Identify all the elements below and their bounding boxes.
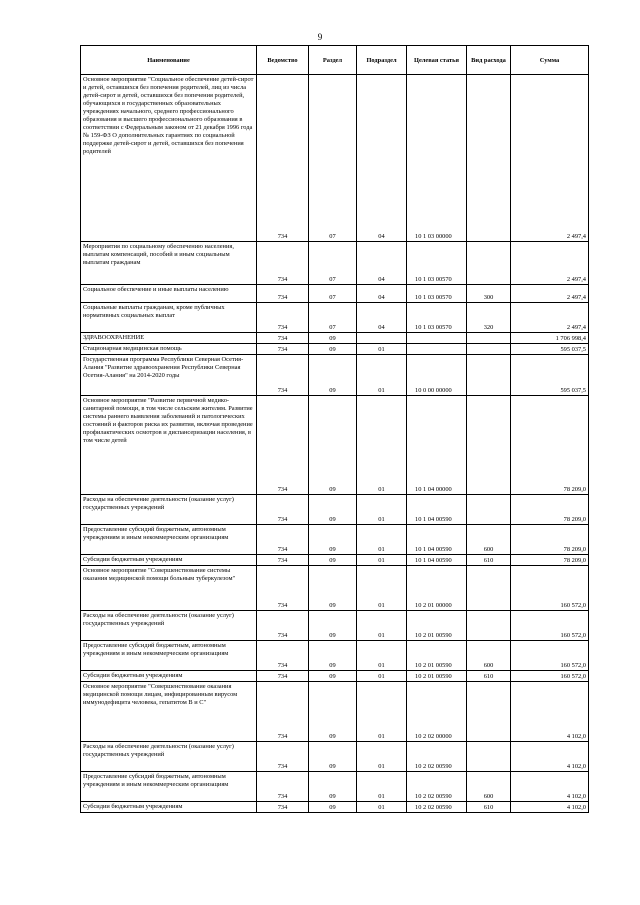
cell-vid-raskhoda: 600 [467,772,511,802]
table-row [81,641,589,671]
row-name-text: Основное мероприятие "Совершенствование системы оказания медицинской помощи больным туберкулезом" [83,567,236,582]
header-podrazdel: Подраздел [357,46,407,75]
cell-vedomstvo: 734 [257,682,309,742]
cell-razdel: 07 [309,303,357,333]
cell-podrazdel: 01 [357,802,407,813]
table-row [81,555,589,566]
cell-name [81,802,257,813]
row-name-text: Мероприятия по социальному обеспечению населения, выплатам компенсаций, пособий и иным социальным выплатам гражданам [83,243,234,266]
cell-podrazdel: 04 [357,303,407,333]
cell-vedomstvo: 734 [257,242,309,285]
row-name-text: Социальное обеспечение и иные выплаты населению [83,286,229,293]
cell-razdel: 09 [309,525,357,555]
cell-tselevaya-statya: 10 2 01 00590 [407,641,467,671]
cell-vid-raskhoda: 610 [467,555,511,566]
row-name-text: Предоставление субсидий бюджетным, автономным учреждениям и иным некоммерческим организациям [83,526,229,541]
cell-name [81,344,257,355]
row-name-text: Основное мероприятие "Социальное обеспечение детей-сирот и детей, оставшихся без попечения родителей, лиц из числа детей-сирот и детей, оставшихся без попечения родителей, обучающихся в государственных образовательных учреждениях начального, среднего профессионального образования и высшего профессионального образования в соответствии с Федеральным законом от 21 декабря 1996 года № 159-ФЗ О дополнительных гарантиях по социальной поддержке детей-сирот и детей, оставшихся без попечения родителей [83,76,254,155]
cell-vedomstvo: 734 [257,802,309,813]
header-name: Наименование [81,46,257,75]
cell-podrazdel: 01 [357,555,407,566]
cell-vedomstvo: 734 [257,344,309,355]
cell-vid-raskhoda [467,75,511,242]
cell-vedomstvo: 734 [257,355,309,396]
cell-podrazdel: 01 [357,396,407,495]
row-name-text: Основное мероприятие "Совершенствование оказания медицинской помощи лицам, инфицированным вирусом иммунодефицита человека, гепатитом В и С" [83,683,238,706]
cell-vedomstvo: 734 [257,611,309,641]
cell-summa: 78 209,0 [511,495,589,525]
cell-podrazdel: 01 [357,742,407,772]
cell-podrazdel: 04 [357,285,407,303]
budget-table [80,45,589,813]
cell-razdel: 09 [309,772,357,802]
cell-podrazdel: 01 [357,495,407,525]
page-number: 9 [317,32,323,42]
table-row [81,242,589,285]
row-name-text: Стационарная медицинская помощь [83,345,182,352]
cell-podrazdel: 01 [357,355,407,396]
row-name-text: Субсидии бюджетным учреждениям [83,803,183,810]
cell-tselevaya-statya: 10 1 03 00570 [407,285,467,303]
cell-name [81,242,257,285]
cell-vid-raskhoda [467,242,511,285]
cell-vedomstvo: 734 [257,75,309,242]
cell-vid-raskhoda [467,344,511,355]
cell-razdel: 09 [309,333,357,344]
cell-vedomstvo: 734 [257,772,309,802]
cell-tselevaya-statya: 10 2 01 00000 [407,566,467,611]
table-row [81,396,589,495]
cell-vid-raskhoda [467,333,511,344]
cell-name [81,333,257,344]
row-name-text: Расходы на обеспечение деятельности (оказание услуг) государственных учреждений [83,612,234,627]
cell-summa: 1 706 998,4 [511,333,589,344]
cell-tselevaya-statya: 10 2 02 00590 [407,802,467,813]
cell-razdel: 09 [309,355,357,396]
cell-podrazdel: 04 [357,75,407,242]
cell-tselevaya-statya: 10 1 04 00590 [407,495,467,525]
cell-summa: 4 102,0 [511,682,589,742]
cell-name [81,75,257,242]
cell-vid-raskhoda [467,682,511,742]
cell-name [81,682,257,742]
cell-razdel: 09 [309,671,357,682]
header-tselevaya-statya: Целевая статья [407,46,467,75]
cell-tselevaya-statya: 10 1 04 00000 [407,396,467,495]
cell-vedomstvo: 734 [257,285,309,303]
cell-tselevaya-statya [407,344,467,355]
table-row [81,671,589,682]
header-vedomstvo: Ведомство [257,46,309,75]
header-vid-raskhoda: Вид расхода [467,46,511,75]
header-summa: Сумма [511,46,589,75]
cell-name [81,671,257,682]
cell-razdel: 07 [309,242,357,285]
cell-razdel: 09 [309,344,357,355]
cell-name [81,525,257,555]
cell-razdel: 09 [309,396,357,495]
cell-podrazdel [357,333,407,344]
cell-vedomstvo: 734 [257,641,309,671]
cell-tselevaya-statya [407,333,467,344]
table-row [81,285,589,303]
cell-summa: 2 497,4 [511,242,589,285]
cell-summa: 160 572,0 [511,611,589,641]
cell-vedomstvo: 734 [257,525,309,555]
cell-name [81,303,257,333]
cell-razdel: 09 [309,495,357,525]
row-name-text: Субсидии бюджетным учреждениям [83,556,183,563]
table-body [81,75,589,813]
cell-podrazdel: 01 [357,641,407,671]
table-row [81,682,589,742]
cell-tselevaya-statya: 10 2 02 00000 [407,682,467,742]
cell-podrazdel: 04 [357,242,407,285]
cell-summa: 160 572,0 [511,641,589,671]
cell-tselevaya-statya: 10 1 03 00570 [407,303,467,333]
cell-razdel: 09 [309,641,357,671]
row-name-text: Предоставление субсидий бюджетным, автономным учреждениям и иным некоммерческим организациям [83,773,229,788]
table-row [81,772,589,802]
cell-razdel: 09 [309,742,357,772]
cell-razdel: 09 [309,802,357,813]
row-name-text: Социальные выплаты гражданам, кроме публичных нормативных социальных выплат [83,304,225,319]
cell-summa: 160 572,0 [511,671,589,682]
cell-vedomstvo: 734 [257,333,309,344]
table-row [81,303,589,333]
cell-vedomstvo: 734 [257,555,309,566]
cell-name [81,742,257,772]
cell-name [81,772,257,802]
table-row [81,495,589,525]
cell-vid-raskhoda: 610 [467,802,511,813]
cell-podrazdel: 01 [357,682,407,742]
table-row [81,355,589,396]
cell-summa: 160 572,0 [511,566,589,611]
cell-vid-raskhoda: 300 [467,285,511,303]
cell-vedomstvo: 734 [257,303,309,333]
table-header-row [81,46,589,75]
cell-podrazdel: 01 [357,671,407,682]
cell-tselevaya-statya: 10 1 03 00000 [407,75,467,242]
cell-vid-raskhoda [467,566,511,611]
cell-name [81,566,257,611]
cell-name [81,555,257,566]
cell-tselevaya-statya: 10 2 02 00590 [407,742,467,772]
cell-razdel: 09 [309,611,357,641]
cell-vedomstvo: 734 [257,742,309,772]
cell-name [81,396,257,495]
cell-vedomstvo: 734 [257,671,309,682]
table-row [81,333,589,344]
row-name-text: Государственная программа Республики Северная Осетия-Алания "Развитие здравоохранения Республики Северная Осетия-Алания" на 2014-2020 годы [83,356,244,379]
cell-tselevaya-statya: 10 1 03 00570 [407,242,467,285]
cell-vid-raskhoda [467,355,511,396]
cell-vid-raskhoda [467,611,511,641]
row-name-text: ЗДРАВООХРАНЕНИЕ [83,334,145,341]
cell-tselevaya-statya: 10 0 00 00000 [407,355,467,396]
cell-summa: 595 037,5 [511,355,589,396]
row-name-text: Предоставление субсидий бюджетным, автономным учреждениям и иным некоммерческим организациям [83,642,229,657]
cell-summa: 2 497,4 [511,285,589,303]
cell-tselevaya-statya: 10 2 02 00590 [407,772,467,802]
cell-summa: 4 102,0 [511,772,589,802]
cell-podrazdel: 01 [357,611,407,641]
row-name-text: Основное мероприятие "Развитие первичной медико-санитарной помощи, в том числе сельским жителям. Развитие системы раннего выявления заболеваний и патологических состояний и факторов риска их развития, включая проведение профилактических осмотров и диспансеризации населения, в том числе детей [83,397,253,444]
cell-summa: 78 209,0 [511,525,589,555]
cell-tselevaya-statya: 10 2 01 00590 [407,611,467,641]
cell-podrazdel: 01 [357,525,407,555]
cell-summa: 78 209,0 [511,396,589,495]
cell-razdel: 09 [309,682,357,742]
cell-podrazdel: 01 [357,566,407,611]
row-name-text: Расходы на обеспечение деятельности (оказание услуг) государственных учреждений [83,496,234,511]
cell-summa: 4 102,0 [511,802,589,813]
cell-name [81,285,257,303]
cell-vid-raskhoda [467,495,511,525]
header-razdel: Раздел [309,46,357,75]
table-row [81,802,589,813]
cell-tselevaya-statya: 10 1 04 00590 [407,555,467,566]
cell-vid-raskhoda: 600 [467,525,511,555]
cell-podrazdel: 01 [357,772,407,802]
cell-vid-raskhoda: 320 [467,303,511,333]
cell-razdel: 07 [309,285,357,303]
table-row [81,611,589,641]
table-row [81,566,589,611]
cell-vid-raskhoda: 610 [467,671,511,682]
cell-vedomstvo: 734 [257,566,309,611]
cell-razdel: 07 [309,75,357,242]
table-row [81,344,589,355]
cell-name [81,611,257,641]
table-row [81,75,589,242]
cell-podrazdel: 01 [357,344,407,355]
cell-vid-raskhoda: 600 [467,641,511,671]
cell-summa: 4 102,0 [511,742,589,772]
cell-summa: 2 497,4 [511,75,589,242]
cell-summa: 78 209,0 [511,555,589,566]
row-name-text: Расходы на обеспечение деятельности (оказание услуг) государственных учреждений [83,743,234,758]
cell-vid-raskhoda [467,742,511,772]
cell-summa: 595 037,5 [511,344,589,355]
cell-razdel: 09 [309,566,357,611]
cell-vedomstvo: 734 [257,396,309,495]
table-row [81,525,589,555]
table-row [81,742,589,772]
cell-tselevaya-statya: 10 1 04 00590 [407,525,467,555]
cell-name [81,355,257,396]
cell-vedomstvo: 734 [257,495,309,525]
cell-tselevaya-statya: 10 2 01 00590 [407,671,467,682]
cell-razdel: 09 [309,555,357,566]
cell-name [81,641,257,671]
cell-summa: 2 497,4 [511,303,589,333]
cell-vid-raskhoda [467,396,511,495]
row-name-text: Субсидии бюджетным учреждениям [83,672,183,679]
cell-name [81,495,257,525]
